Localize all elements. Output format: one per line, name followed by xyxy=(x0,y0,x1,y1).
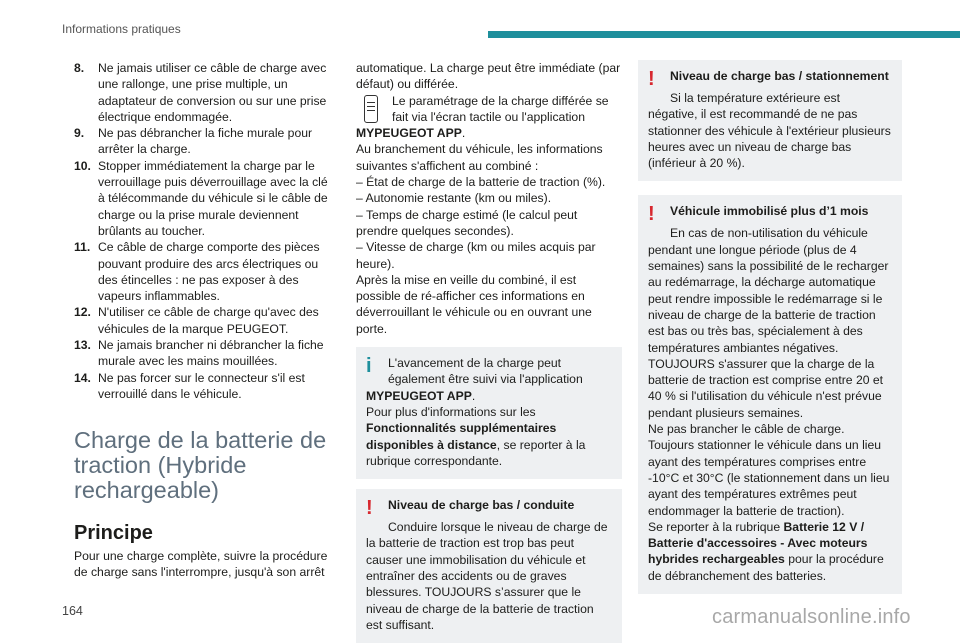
step-item xyxy=(74,370,336,403)
app-name-end: . xyxy=(461,126,466,141)
step-item xyxy=(74,304,336,337)
step-item xyxy=(74,337,336,370)
step-text: Ce câble de charge comporte des pièces pouvant produire des arcs électriques ou des étincelles : ne pas exposer à des vapeurs inflammables. xyxy=(98,240,320,304)
warning-icon: ! xyxy=(648,68,655,90)
app-setting-note xyxy=(356,93,622,126)
app-name-line xyxy=(356,125,622,141)
step-text: Stopper immédiatement la charge par le verrouillage puis déverrouillage avec la clé à télécommande du véhicule si le câble de charge ou la prise murale deviennent brûlants au toucher. xyxy=(98,158,328,238)
warning-box2-paragraphs xyxy=(648,225,892,518)
step-number: 14. xyxy=(74,370,91,385)
info-box xyxy=(356,347,622,479)
step-number: 10. xyxy=(74,158,91,173)
page-header-title: Informations pratiques xyxy=(62,22,181,36)
warning-box2-ref-bold: Batterie 12 V / Batterie d'accessoires - Avec moteurs hybrides rechargeables xyxy=(648,519,868,567)
info-icon: i xyxy=(366,355,372,378)
info-box-app-end: . xyxy=(471,388,476,403)
display-info-line: Après la mise en veille du combiné, il est possible de ré-afficher ces informations en déverrouillant le véhicule ou en ouvrant une porte. xyxy=(356,272,592,336)
warning-box2-paragraph: TOUJOURS s'assurer que la charge de la batterie de traction est comprise entre 20 et 40 % si l'utilisation du véhicule n'est prévue pendant plusieurs semaines. xyxy=(648,356,884,420)
app-name: MYPEUGEOT APP xyxy=(356,126,462,141)
warning-box2-ref-end: pour la procédure de débranchement des batteries. xyxy=(648,552,884,583)
display-info-line: – Autonomie restante (km ou miles). xyxy=(356,191,552,206)
step-number: 11. xyxy=(74,240,91,255)
column-left xyxy=(74,60,336,580)
step-text: N'utiliser ce câble de charge qu'avec des véhicules de la marque PEUGEOT. xyxy=(98,305,319,336)
info-box-text3: , se reporter à la rubrique correspondante. xyxy=(366,437,586,468)
warning-box2-paragraph: Ne pas brancher le câble de charge. xyxy=(648,422,845,437)
warning-box1-title: Niveau de charge bas / stationnement xyxy=(670,69,889,83)
step-item xyxy=(74,239,336,304)
display-info-line: – Temps de charge estimé (le calcul peut prendre quelques secondes). xyxy=(356,207,578,238)
display-info-lines xyxy=(356,141,622,337)
step-item xyxy=(74,60,336,125)
step-item xyxy=(74,158,336,239)
warning-icon: ! xyxy=(366,497,373,520)
step-number: 9. xyxy=(74,126,85,141)
warning-box-parking xyxy=(638,60,902,181)
step-text: Ne jamais brancher ni débrancher la fiche murale avec les mains mouillées. xyxy=(98,338,324,369)
info-box-link-bold: Fonctionnalités supplémentaires disponibles à distance xyxy=(366,421,557,452)
warning-box2-paragraph: Toujours stationner le véhicule dans un lieu ayant des températures comprises entre -10°C et 30°C (le stationnement dans un lieu ayant des températures extrêmes peut endommager la batterie de traction). xyxy=(648,438,890,518)
info-box-app-line xyxy=(366,388,612,404)
step-item xyxy=(74,125,336,158)
step-text: Ne pas débrancher la fiche murale pour arrêter la charge. xyxy=(98,126,313,157)
column-right xyxy=(638,60,902,594)
step-number: 12. xyxy=(74,305,91,320)
numbered-steps-list xyxy=(74,60,336,402)
warning-box2-ref xyxy=(648,519,892,584)
header-accent-bar xyxy=(488,31,960,38)
section-title: Charge de la batterie de traction (Hybride rechargeable) xyxy=(74,427,327,504)
warning-icon: ! xyxy=(648,203,655,226)
warning-box-title: Niveau de charge bas / conduite xyxy=(388,498,575,513)
warning-box2-title: Véhicule immobilisé plus d’1 mois xyxy=(670,204,869,219)
info-box-text1: L'avancement de la charge peut également être suivi via l'application xyxy=(388,356,583,387)
page-number: 164 xyxy=(62,604,83,618)
smartphone-icon xyxy=(360,95,382,125)
info-box-text2: Pour plus d'informations sur les xyxy=(366,404,536,419)
continued-paragraph: automatique. La charge peut être immédiate (par défaut) ou différée. xyxy=(356,61,621,92)
step-text: Ne pas forcer sur le connecteur s'il est verrouillé dans le véhicule. xyxy=(98,370,305,401)
intro-paragraph: Pour une charge complète, suivre la procédure de charge sans l'interrompre, jusqu'à son arrêt xyxy=(74,548,328,579)
column-middle xyxy=(356,60,622,643)
display-info-line: – État de charge de la batterie de traction (%). xyxy=(356,175,606,190)
step-text: Ne jamais utiliser ce câble de charge avec une rallonge, une prise multiple, un adaptateur de conversion ou sur une prise électrique endommagée. xyxy=(98,61,327,124)
app-setting-text: Le paramétrage de la charge différée se fait via l'écran tactile ou l'application xyxy=(392,93,609,124)
display-info-line: – Vitesse de charge (km ou miles acquis par heure). xyxy=(356,240,596,271)
watermark: carmanualsonline.info xyxy=(712,606,911,628)
warning-box2-ref-text: Se reporter à la rubrique xyxy=(648,519,781,534)
warning-box-text: Conduire lorsque le niveau de charge de la batterie de traction est trop bas peut causer une immobilisation du véhicule et entraîner des accidents ou de graves blessures. TOUJOURS s’assurer que le niveau de charge de la batterie de traction est suffisant. xyxy=(366,520,608,632)
subsection-title: Principe xyxy=(74,522,153,545)
warning-box1-text: Si la température extérieure est négative, il est recommandé de ne pas stationner des véhicule à l'extérieur plusieurs heures avec un niveau de charge bas (inférieur à 20 %). xyxy=(648,91,891,171)
display-info-line: Au branchement du véhicule, les informations suivantes s'affichent au combiné : xyxy=(356,142,603,173)
warning-box2-paragraph: En cas de non-utilisation du véhicule pendant une longue période (plus de 4 semaines) sans la possibilité de le recharger au redémarrage, la décharge automatique peut rendre impossible le redémarrage si le niveau de charge de la batterie de traction est bas ou très bas, spécialement à des températures ambiantes négatives. xyxy=(648,226,889,355)
step-number: 8. xyxy=(74,61,85,75)
step-number: 13. xyxy=(74,338,91,353)
info-box-app-name: MYPEUGEOT APP xyxy=(366,388,472,403)
info-box-ref xyxy=(366,420,612,469)
warning-box-immobilised xyxy=(638,195,902,594)
warning-box-driving xyxy=(356,489,622,643)
